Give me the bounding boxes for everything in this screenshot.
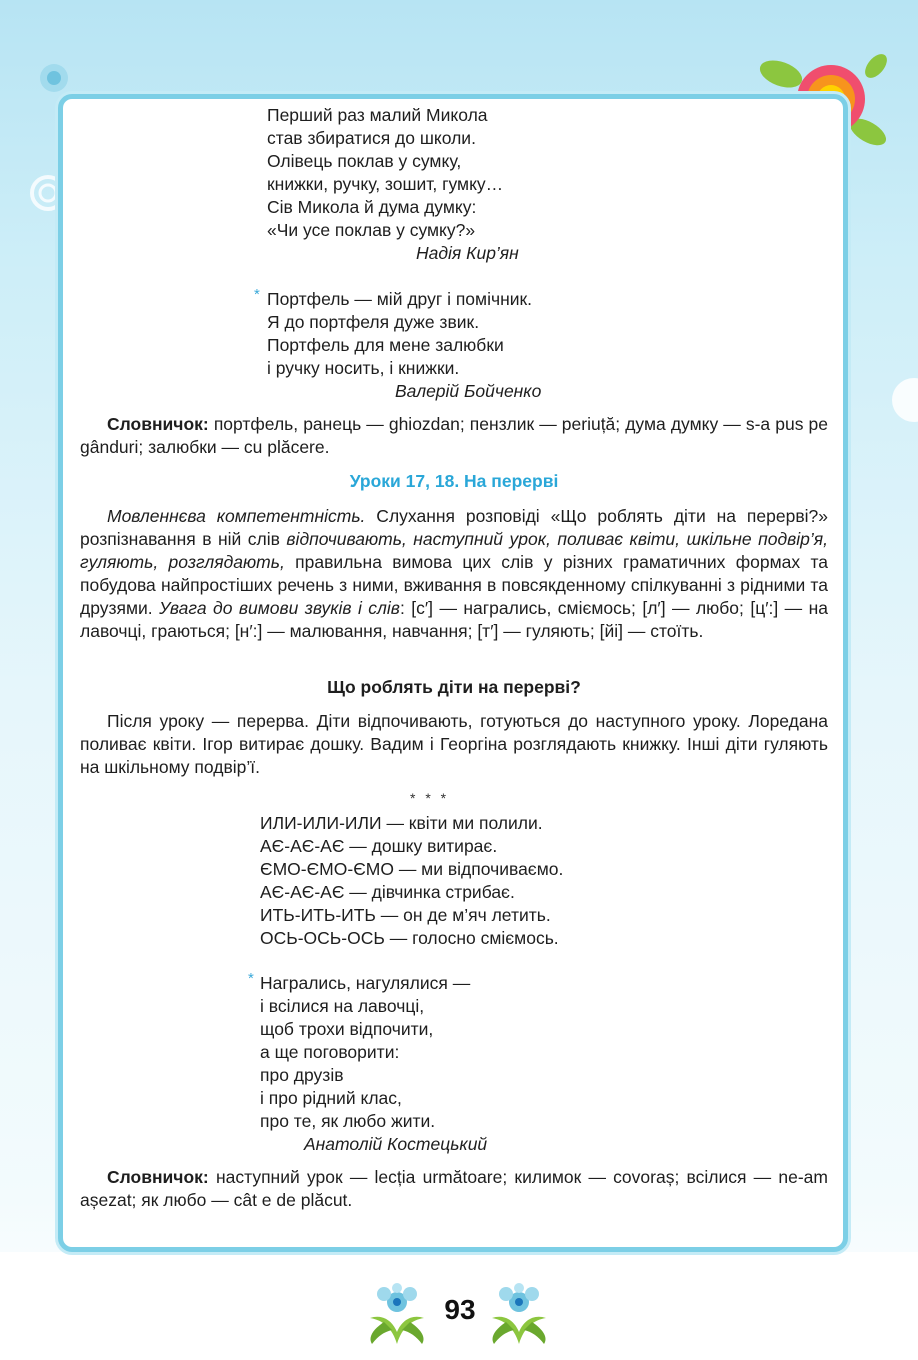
pronunciation-label: Увага до вимови звуків і слів bbox=[159, 598, 400, 618]
poem-line: Портфель — мій друг і помічник. bbox=[267, 289, 533, 309]
poem-line: про друзів bbox=[260, 1065, 344, 1085]
poem-line: книжки, ручку, зошит, гумку… bbox=[267, 174, 504, 194]
poem-line: і ручку носить, і книжки. bbox=[267, 358, 460, 378]
poem-line: Я до портфеля дуже звик. bbox=[267, 312, 480, 332]
lesson-title: Уроки 17, 18. На перерві bbox=[349, 471, 559, 491]
poem-line: ИЛИ-ИЛИ-ИЛИ — квіти ми полили. bbox=[260, 813, 543, 833]
poem-line: Перший раз малий Микола bbox=[267, 105, 488, 125]
poem-line: ЄМО-ЄМО-ЄМО — ми відпочиваємо. bbox=[260, 859, 564, 879]
poem-line: і про рідний клас, bbox=[260, 1088, 402, 1108]
content-frame bbox=[58, 94, 848, 1252]
section-separator: * * * bbox=[410, 790, 450, 806]
pronunciation-text: : [с′] — награлись, сміємось; [л′] — любо; [ц′:] — на лавочці, граються; [н′:] — малювання, навчання; [т′] — гуляють; [йі] — стоїть. bbox=[80, 598, 829, 641]
poem-line: став збиратися до школи. bbox=[267, 128, 476, 148]
vocabulary-text: наступний урок — lecția următoare; килимок — covoraș; всілися — ne-am așezat; як любо — cât e de plăcut. bbox=[80, 1167, 828, 1210]
poem-line: Награлись, нагулялися — bbox=[260, 973, 471, 993]
poem-line: Олівець поклав у сумку, bbox=[267, 151, 462, 171]
bubble-decoration-icon bbox=[890, 370, 918, 430]
poem-line: ОСЬ-ОСЬ-ОСЬ — голосно сміємось. bbox=[260, 928, 559, 948]
poem-author: Валерій Бойченко bbox=[395, 381, 542, 401]
competence-text: Слухання розповіді «Що роблять діти на перерві?» розпізнавання в ній слів bbox=[80, 506, 828, 549]
poem-line: щоб трохи відпочити, bbox=[260, 1019, 434, 1039]
vocabulary-label: Словничок: bbox=[107, 1167, 209, 1187]
poem-line: ИТЬ-ИТЬ-ИТЬ — он де м’яч летить. bbox=[260, 905, 551, 925]
poem-line: а ще поговорити: bbox=[260, 1042, 400, 1062]
vocabulary-1 bbox=[80, 413, 828, 459]
vocabulary-label: Словничок: bbox=[107, 414, 209, 434]
competence-paragraph bbox=[80, 505, 828, 643]
poem-line: про те, як любо жити. bbox=[260, 1111, 436, 1131]
competence-words: відпочивають, наступний урок, поливає квіти, шкільне подвір’я, гуляють, розглядають, bbox=[80, 529, 828, 572]
asterisk-marker: * bbox=[248, 970, 254, 987]
story-paragraph: Після уроку — перерва. Діти відпочивають, готуються до наступного уроку. Лоредана поливає квіти. Ігор витирає дошку. Вадим і Георгіна розглядають книжку. Інші діти гуляють на шкільному подвір’ї. bbox=[80, 711, 828, 777]
competence-text: правильна вимова цих слів у різних граматичних формах та побудова найпростіших речень з ними, вживання в повсякденному спілкуванні з рідними та друзями. bbox=[80, 552, 828, 618]
asterisk-marker: * bbox=[254, 286, 260, 303]
poem-line: Портфель для мене залюбки bbox=[267, 335, 504, 355]
poem-line: АЄ-АЄ-АЄ — дошку витирає. bbox=[260, 836, 498, 856]
page-number: 93 bbox=[444, 1294, 476, 1325]
poem-line: АЄ-АЄ-АЄ — дівчинка стрибає. bbox=[260, 882, 515, 902]
poem-line: Сів Микола й дума думку: bbox=[267, 197, 477, 217]
poem-author: Анатолій Костецький bbox=[304, 1134, 488, 1154]
story-title: Що роблять діти на перерві? bbox=[327, 677, 581, 697]
poem-line: і всілися на лавочці, bbox=[260, 996, 425, 1016]
vocabulary-2 bbox=[80, 1166, 828, 1212]
flower-ornament-icon bbox=[484, 1282, 554, 1346]
poem-author: Надія Кир’ян bbox=[416, 243, 519, 263]
poem-line: «Чи усе поклав у сумку?» bbox=[267, 220, 476, 240]
competence-label: Мовленнєва компетентність. bbox=[107, 506, 366, 526]
vocabulary-text: портфель, ранець — ghiozdan; пензлик — periuță; дума думку — s-a pus pe gânduri; залюбки — cu plăcere. bbox=[80, 414, 828, 457]
